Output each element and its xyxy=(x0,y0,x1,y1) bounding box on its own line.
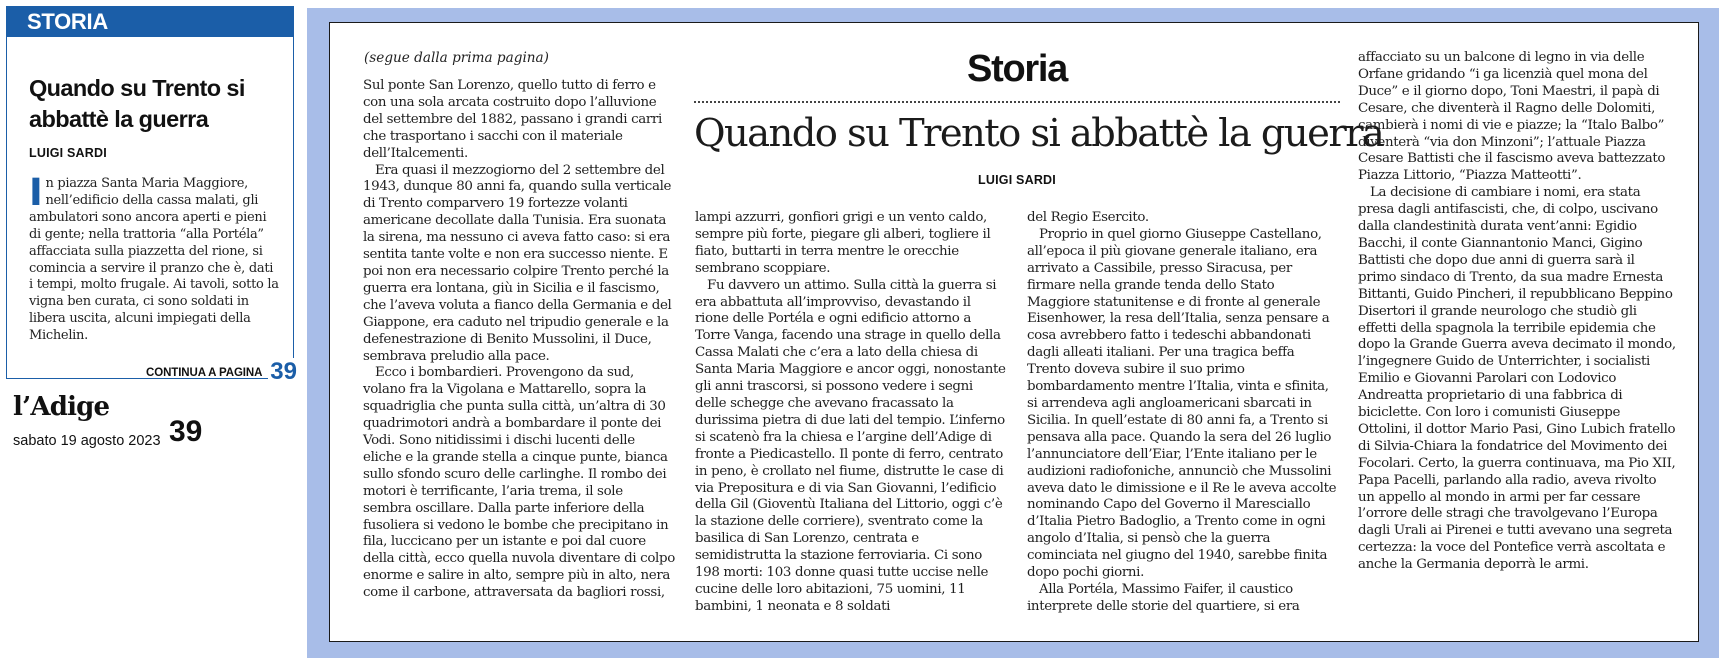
article-column-4 xyxy=(1358,50,1676,574)
teaser-body xyxy=(29,171,279,345)
section-title: Storia xyxy=(967,48,1067,90)
teaser-section-label: STORIA xyxy=(7,7,293,37)
article-kicker: (segue dalla prima pagina) xyxy=(364,50,549,66)
newspaper-logo: l’Adige xyxy=(13,392,110,422)
article-column-3 xyxy=(1027,210,1339,616)
edition-date: sabato 19 agosto 2023 xyxy=(13,433,161,449)
teaser-dropcap: I xyxy=(29,171,43,214)
paragraph: del Regio Esercito. xyxy=(1027,210,1149,225)
page-number: 39 xyxy=(169,415,203,448)
paragraph: Proprio in quel giorno Giuseppe Castellano, all’epoca il più giovane generale italiano, era arrivato a Cassibile, presso Siracusa, per firmare nella grande tenda dello Stato Maggiore statunitense e di fronte al generale Eisenhower, la resa dell’Italia, senza pensare a cosa avrebbero fatto i tedeschi abbandonati dagli alleati italiani. Per una tragica beffa Trento doveva subire il suo primo bombardamento mentre l’Italia, vinta e sfinita, si arrendeva agli angloamericani sbarcati in Sicilia. In quell’estate di 80 anni fa, a Trento si pensava alla pace. Quando la sera del 26 luglio l’annunciatore dell’Eiar, l’Ente italiano per le audizioni radiofoniche, annunciò che Mussolini aveva dato le dimissione e il Re le aveva accolte nominando Capo del Governo il Maresciallo d’Italia Pietro Badoglio, a Trento come in ogni angolo d’Italia, si pensò che la guerra cominciata nel giugno del 1940, sarebbe finita dopo pochi giorni. xyxy=(1027,226,1337,581)
teaser-author: LUIGI SARDI xyxy=(29,146,107,160)
paragraph: Sul ponte San Lorenzo, quello tutto di ferro e con una sola arcata costruito dopo l’alluvione del settembre del 1882, passano i grandi carri che trasportano i sacchi con il materiale dell’Italcementi. xyxy=(363,78,662,161)
article-column-1 xyxy=(363,78,675,602)
teaser-title: Quando su Trento si abbattè la guerra xyxy=(29,75,245,132)
paragraph: lampi azzurri, gonfiori grigi e un vento caldo, sempre più forte, piegare gli alberi, togliere il fiato, buttarti in terra mentre le orecchie sembrano scoppiare. xyxy=(695,210,991,276)
paragraph: La decisione di cambiare i nomi, era stata presa dagli antifascisti, che, di colpo, uscivano dalla clandestinità durata vent’anni: Egidio Bacchi, il conte Giannantonio Manci, Gigino Battisti che dopo due anni di guerra sarà il primo sindaco di Trento, da sua madre Ernesta Bittanti, Guido Pincheri, il repubblicano Beppino Disertori il grande neurologo che studiò gli effetti della spagnola la terribile epidemia che dopo la Grande Guerra aveva decimato il mondo, l’ingegnere Guido de Unterrichter, i socialisti Emilio e Giovanni Parolari con Lodovico Andreatta proprietario di una fabbrica di biciclette. Con loro i comunisti Giuseppe Ottolini, il dottor Mario Pasi, Gino Lubich fratello di Silvia-Chiara la fondatrice del Movimento dei Focolari. Certo, la guerra continuava, ma Pio XII, Papa Pacelli, parlando alla radio, aveva rivolto un appello al mondo in armi per far cessare l’orrore delle stragi che travolgevano l’Europa dagli Urali ai Pirenei e tutti avevano una segreta certezza: la voce del Pontefice verrà ascoltata e anche la Germania deporrà le armi. xyxy=(1358,185,1676,573)
paragraph: Alla Portéla, Massimo Faifer, il caustico interprete delle storie del quartiere, si era xyxy=(1027,581,1300,614)
teaser-body-text: n piazza Santa Maria Maggiore, nell’edificio della cassa malati, gli ambulatori sono ancora aperti e pieni di gente; nella trattoria “alla Portéla” affacciata sulla piazzetta del rione, si comincia a servire il pranzo che è, dati i tempi, molto frugale. Ai tavoli, sotto la vigna ben curata, ci sono soldati in libera uscita, alcuni impiegati della Michelin. xyxy=(29,176,279,344)
paragraph: Fu davvero un attimo. Sulla città la guerra si era abbattuta all’improvviso, devastando il rione delle Portéla e ogni edificio attorno a Torre Vanga, facendo una strage in quello della Cassa Malati che c’era a lato della chiesa di Santa Maria Maggiore e ancor oggi, nonostante gli anni trascorsi, si possono vedere i segni delle schegge che avevano fracassato la durissima pietra di due lati del tempio. L’inferno si scatenò fra la chiesa e l’argine dell’Adige di fronte a Piedicastello. Il ponte di ferro, centrato in peno, è crollato nel fiume, distrutte le case di via Prepositura e di via San Giovanni, l’edificio della Gil (Gioventù Italiana del Littorio, oggi c’è la stazione delle corriere), sventrato come la basilica di San Lorenzo, centrata e semidistrutta la stazione ferroviaria. Ci sono 198 morti: 103 donne quasi tutte uccise nelle cucine delle loro abitazioni, 75 uomini, 11 bambini, 1 neonata e 8 soldati xyxy=(695,277,1006,614)
article-headline: Quando su Trento si abbattè la guerra xyxy=(694,111,1384,156)
continue-link[interactable] xyxy=(146,358,299,386)
paragraph: Era quasi il mezzogiorno del 2 settembre del 1943, dunque 80 anni fa, quando sulla verticale di Trento comparvero 19 fortezze volanti americane decollate dalla Tunisia. Era suonata la sirena, ma nessuno ci aveva fatto caso: si era sentita tante volte e non era successo niente. E poi non era necessario colpire Trento perché la guerra era lontana, giù in Sicilia e il fascismo, che l’aveva voluta a fianco della Germania e del Giappone, era caduto nel tripudio generale e la defenestrazione di Benito Mussolini, il Duce, sembrava preludio alla pace. xyxy=(363,162,672,364)
article-page xyxy=(329,22,1699,642)
article-column-2 xyxy=(695,210,1007,616)
paragraph: affacciato su un balcone di legno in via delle Orfane gridando “i ga licenzià quel mona del Duce” e il giorno dopo, Toni Maestri, il papà di Cesare, che diventerà il Ragno delle Dolomiti, cambierà i nomi di vie e piazze; la “Italo Balbo” diventerà “via don Minzoni”; l’attuale Piazza Cesare Battisti che il fascismo aveva battezzato Piazza Littorio, “Piazza Matteotti”. xyxy=(1358,50,1666,184)
dotted-divider xyxy=(694,101,1340,103)
front-page-teaser xyxy=(6,6,297,385)
continue-page-number: 39 xyxy=(270,358,297,385)
continue-label: CONTINUA A PAGINA xyxy=(146,367,263,379)
paragraph: Ecco i bombardieri. Provengono da sud, volano fra la Vigolana e Mattarello, sopra la squadriglia che punta sulla città, un’altra di 30 quadrimotori andrà a bombardare il ponte dei Vodi. Sono nitidissimi i dischi lucenti delle eliche e la grande stella a cinque punte, bianca sullo sfondo scuro delle carlinghe. Il rombo dei motori è terrificante, l’aria trema, il sole sembra oscillare. Dalla parte inferiore della fusoliera si vedono le bombe che precipitano in fila, luccicano per un istante e poi dal cuore della città, ecco quella nuvola diventare di colpo enorme e salire in alto, sempre più in alto, nera come il carbone, attraversata da bagliori rossi, xyxy=(363,365,675,601)
article-byline: LUIGI SARDI xyxy=(978,173,1056,187)
